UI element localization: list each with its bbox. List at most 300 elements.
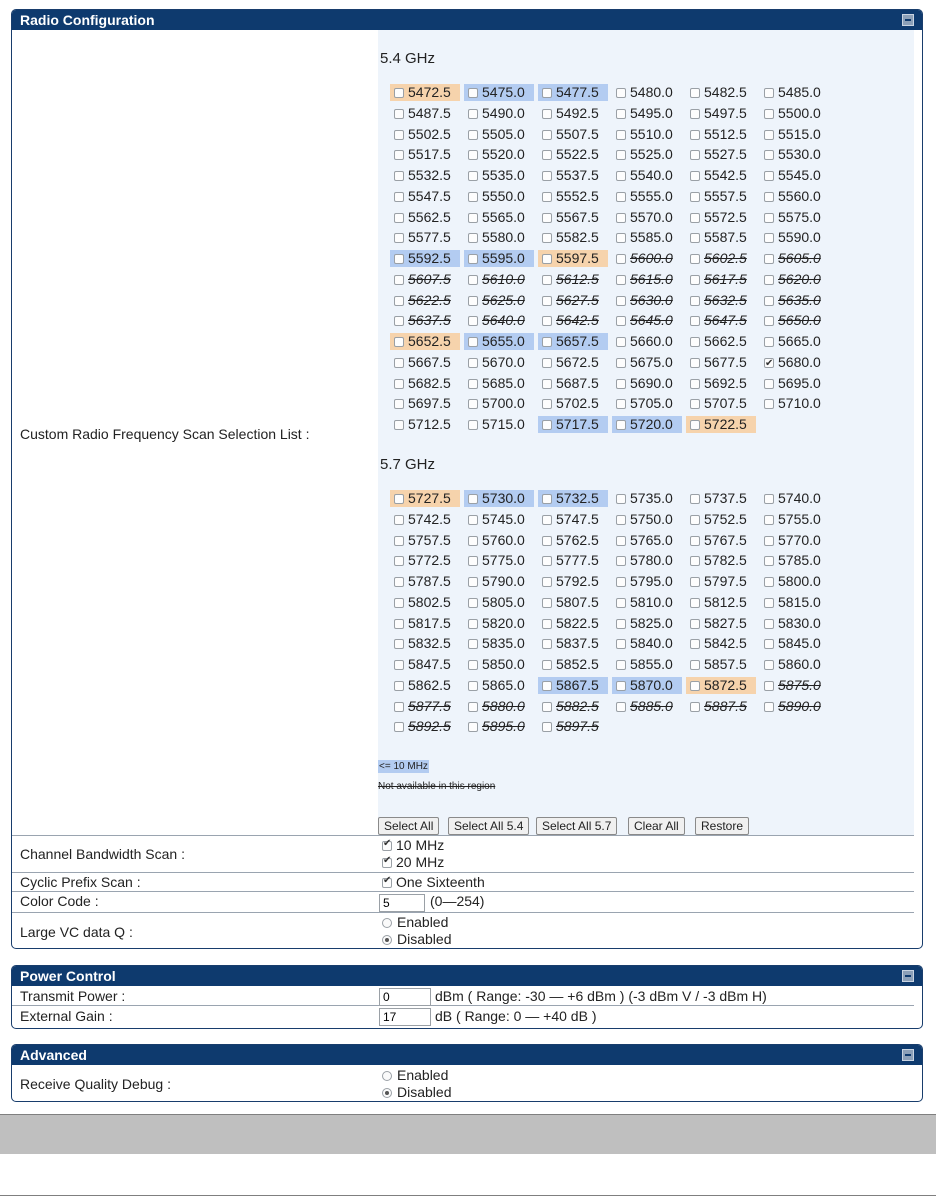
- frequency-checkbox[interactable]: [542, 399, 552, 409]
- frequency-checkbox[interactable]: [616, 399, 626, 409]
- frequency-option[interactable]: [390, 532, 460, 549]
- frequency-option[interactable]: [612, 188, 682, 205]
- frequency-option[interactable]: [686, 354, 756, 371]
- frequency-option[interactable]: [538, 552, 608, 569]
- frequency-option[interactable]: [538, 395, 608, 412]
- large-vc-disabled-option[interactable]: [382, 931, 451, 947]
- frequency-checkbox[interactable]: [690, 337, 700, 347]
- frequency-checkbox[interactable]: [542, 722, 552, 732]
- color-code-input[interactable]: [379, 894, 425, 912]
- frequency-option[interactable]: [538, 105, 608, 122]
- frequency-option[interactable]: [464, 126, 534, 143]
- frequency-checkbox[interactable]: [542, 681, 552, 691]
- frequency-option[interactable]: [464, 395, 534, 412]
- frequency-option[interactable]: [390, 146, 460, 163]
- frequency-checkbox[interactable]: [616, 233, 626, 243]
- frequency-checkbox[interactable]: [764, 681, 774, 691]
- collapse-icon[interactable]: [902, 970, 914, 982]
- frequency-checkbox[interactable]: [468, 536, 478, 546]
- frequency-checkbox[interactable]: [616, 109, 626, 119]
- frequency-checkbox[interactable]: [616, 296, 626, 306]
- rx-quality-enabled-option[interactable]: [382, 1067, 448, 1083]
- frequency-option[interactable]: [686, 229, 756, 246]
- select-all-button[interactable]: Select All: [378, 817, 439, 835]
- frequency-option[interactable]: [686, 677, 756, 694]
- frequency-option[interactable]: [612, 229, 682, 246]
- frequency-checkbox[interactable]: [394, 275, 404, 285]
- frequency-option[interactable]: [612, 395, 682, 412]
- frequency-checkbox[interactable]: [764, 192, 774, 202]
- frequency-option[interactable]: [390, 250, 460, 267]
- frequency-checkbox[interactable]: [690, 577, 700, 587]
- frequency-checkbox[interactable]: [542, 556, 552, 566]
- frequency-checkbox[interactable]: [394, 192, 404, 202]
- collapse-icon[interactable]: [902, 14, 914, 26]
- frequency-checkbox[interactable]: [690, 660, 700, 670]
- frequency-checkbox[interactable]: [542, 702, 552, 712]
- frequency-checkbox[interactable]: [542, 254, 552, 264]
- collapse-icon[interactable]: [902, 1049, 914, 1061]
- frequency-checkbox[interactable]: [542, 577, 552, 587]
- frequency-option[interactable]: [686, 271, 756, 288]
- frequency-checkbox[interactable]: [764, 399, 774, 409]
- frequency-checkbox[interactable]: [542, 494, 552, 504]
- frequency-option[interactable]: [760, 312, 830, 329]
- frequency-checkbox[interactable]: [690, 639, 700, 649]
- frequency-checkbox[interactable]: [764, 150, 774, 160]
- frequency-option[interactable]: [390, 416, 460, 433]
- rx-quality-disabled-radio[interactable]: [382, 1088, 392, 1098]
- frequency-checkbox[interactable]: [690, 254, 700, 264]
- frequency-option[interactable]: [612, 677, 682, 694]
- frequency-option[interactable]: [686, 209, 756, 226]
- frequency-checkbox[interactable]: [542, 171, 552, 181]
- frequency-checkbox[interactable]: [394, 316, 404, 326]
- frequency-option[interactable]: [760, 490, 830, 507]
- frequency-option[interactable]: [612, 271, 682, 288]
- frequency-checkbox[interactable]: [616, 556, 626, 566]
- frequency-option[interactable]: [686, 395, 756, 412]
- frequency-checkbox[interactable]: [764, 660, 774, 670]
- frequency-checkbox[interactable]: [764, 358, 774, 368]
- frequency-checkbox[interactable]: [542, 515, 552, 525]
- frequency-option[interactable]: [760, 635, 830, 652]
- frequency-option[interactable]: [612, 594, 682, 611]
- frequency-option[interactable]: [538, 354, 608, 371]
- clear-all-button[interactable]: Clear All: [628, 817, 685, 835]
- frequency-option[interactable]: [760, 209, 830, 226]
- frequency-option[interactable]: [464, 615, 534, 632]
- frequency-checkbox[interactable]: [616, 536, 626, 546]
- frequency-checkbox[interactable]: [394, 722, 404, 732]
- frequency-checkbox[interactable]: [764, 639, 774, 649]
- restore-button[interactable]: Restore: [695, 817, 749, 835]
- frequency-checkbox[interactable]: [764, 515, 774, 525]
- frequency-option[interactable]: [612, 250, 682, 267]
- frequency-option[interactable]: [538, 271, 608, 288]
- frequency-checkbox[interactable]: [468, 515, 478, 525]
- large-vc-enabled-radio[interactable]: [382, 918, 392, 928]
- frequency-option[interactable]: [538, 573, 608, 590]
- frequency-option[interactable]: [686, 167, 756, 184]
- frequency-checkbox[interactable]: [468, 358, 478, 368]
- frequency-checkbox[interactable]: [690, 88, 700, 98]
- frequency-option[interactable]: [612, 552, 682, 569]
- frequency-option[interactable]: [686, 188, 756, 205]
- frequency-option[interactable]: [612, 416, 682, 433]
- frequency-option[interactable]: [464, 105, 534, 122]
- frequency-option[interactable]: [538, 490, 608, 507]
- frequency-option[interactable]: [686, 84, 756, 101]
- frequency-checkbox[interactable]: [690, 702, 700, 712]
- frequency-checkbox[interactable]: [394, 556, 404, 566]
- frequency-checkbox[interactable]: [616, 639, 626, 649]
- frequency-checkbox[interactable]: [394, 515, 404, 525]
- frequency-checkbox[interactable]: [542, 275, 552, 285]
- frequency-checkbox[interactable]: [690, 109, 700, 119]
- frequency-option[interactable]: [612, 146, 682, 163]
- frequency-option[interactable]: [760, 126, 830, 143]
- frequency-option[interactable]: [538, 312, 608, 329]
- frequency-option[interactable]: [390, 594, 460, 611]
- frequency-checkbox[interactable]: [764, 556, 774, 566]
- frequency-option[interactable]: [390, 167, 460, 184]
- frequency-checkbox[interactable]: [616, 171, 626, 181]
- frequency-option[interactable]: [760, 84, 830, 101]
- frequency-option[interactable]: [686, 375, 756, 392]
- frequency-option[interactable]: [760, 532, 830, 549]
- frequency-checkbox[interactable]: [394, 233, 404, 243]
- frequency-checkbox[interactable]: [542, 233, 552, 243]
- frequency-checkbox[interactable]: [616, 681, 626, 691]
- frequency-option[interactable]: [538, 375, 608, 392]
- frequency-option[interactable]: [686, 333, 756, 350]
- frequency-option[interactable]: [612, 292, 682, 309]
- frequency-checkbox[interactable]: [542, 296, 552, 306]
- frequency-checkbox[interactable]: [616, 192, 626, 202]
- frequency-option[interactable]: [464, 511, 534, 528]
- frequency-checkbox[interactable]: [764, 296, 774, 306]
- large-vc-disabled-radio[interactable]: [382, 935, 392, 945]
- frequency-option[interactable]: [760, 167, 830, 184]
- cyclic-prefix-checkbox[interactable]: [382, 878, 392, 888]
- frequency-option[interactable]: [612, 698, 682, 715]
- frequency-checkbox[interactable]: [616, 150, 626, 160]
- frequency-option[interactable]: [390, 615, 460, 632]
- frequency-checkbox[interactable]: [690, 150, 700, 160]
- large-vc-enabled-option[interactable]: [382, 914, 448, 930]
- frequency-checkbox[interactable]: [394, 296, 404, 306]
- frequency-option[interactable]: [390, 229, 460, 246]
- frequency-checkbox[interactable]: [394, 88, 404, 98]
- frequency-checkbox[interactable]: [764, 88, 774, 98]
- frequency-option[interactable]: [612, 105, 682, 122]
- frequency-option[interactable]: [538, 656, 608, 673]
- frequency-option[interactable]: [464, 209, 534, 226]
- frequency-checkbox[interactable]: [394, 254, 404, 264]
- frequency-checkbox[interactable]: [542, 379, 552, 389]
- frequency-option[interactable]: [390, 511, 460, 528]
- frequency-option[interactable]: [760, 146, 830, 163]
- frequency-option[interactable]: [390, 552, 460, 569]
- frequency-option[interactable]: [538, 615, 608, 632]
- frequency-option[interactable]: [390, 490, 460, 507]
- frequency-checkbox[interactable]: [394, 109, 404, 119]
- frequency-checkbox[interactable]: [690, 420, 700, 430]
- frequency-option[interactable]: [464, 188, 534, 205]
- frequency-option[interactable]: [760, 615, 830, 632]
- frequency-option[interactable]: [538, 188, 608, 205]
- frequency-checkbox[interactable]: [468, 598, 478, 608]
- frequency-checkbox[interactable]: [394, 577, 404, 587]
- frequency-checkbox[interactable]: [542, 88, 552, 98]
- frequency-option[interactable]: [538, 635, 608, 652]
- frequency-option[interactable]: [538, 718, 608, 735]
- frequency-checkbox[interactable]: [616, 515, 626, 525]
- frequency-checkbox[interactable]: [542, 337, 552, 347]
- frequency-checkbox[interactable]: [542, 213, 552, 223]
- frequency-checkbox[interactable]: [542, 316, 552, 326]
- frequency-option[interactable]: [538, 532, 608, 549]
- frequency-checkbox[interactable]: [468, 254, 478, 264]
- external-gain-input[interactable]: [379, 1008, 431, 1026]
- frequency-option[interactable]: [686, 635, 756, 652]
- frequency-checkbox[interactable]: [542, 192, 552, 202]
- frequency-checkbox[interactable]: [394, 598, 404, 608]
- frequency-option[interactable]: [686, 573, 756, 590]
- frequency-option[interactable]: [612, 126, 682, 143]
- frequency-option[interactable]: [612, 635, 682, 652]
- frequency-option[interactable]: [760, 229, 830, 246]
- frequency-option[interactable]: [390, 635, 460, 652]
- frequency-checkbox[interactable]: [616, 702, 626, 712]
- frequency-checkbox[interactable]: [542, 598, 552, 608]
- frequency-option[interactable]: [612, 656, 682, 673]
- frequency-checkbox[interactable]: [542, 536, 552, 546]
- frequency-option[interactable]: [612, 167, 682, 184]
- frequency-option[interactable]: [464, 677, 534, 694]
- frequency-checkbox[interactable]: [468, 577, 478, 587]
- frequency-option[interactable]: [612, 511, 682, 528]
- frequency-option[interactable]: [464, 594, 534, 611]
- frequency-checkbox[interactable]: [616, 337, 626, 347]
- frequency-option[interactable]: [760, 105, 830, 122]
- frequency-option[interactable]: [538, 209, 608, 226]
- frequency-option[interactable]: [538, 333, 608, 350]
- frequency-checkbox[interactable]: [690, 536, 700, 546]
- frequency-checkbox[interactable]: [394, 660, 404, 670]
- frequency-option[interactable]: [686, 250, 756, 267]
- frequency-option[interactable]: [612, 573, 682, 590]
- frequency-option[interactable]: [686, 126, 756, 143]
- frequency-checkbox[interactable]: [764, 275, 774, 285]
- frequency-checkbox[interactable]: [690, 681, 700, 691]
- frequency-checkbox[interactable]: [690, 379, 700, 389]
- frequency-checkbox[interactable]: [616, 660, 626, 670]
- frequency-option[interactable]: [390, 292, 460, 309]
- frequency-option[interactable]: [760, 698, 830, 715]
- frequency-option[interactable]: [538, 167, 608, 184]
- frequency-option[interactable]: [686, 552, 756, 569]
- frequency-checkbox[interactable]: [690, 316, 700, 326]
- frequency-option[interactable]: [686, 292, 756, 309]
- frequency-checkbox[interactable]: [468, 681, 478, 691]
- frequency-checkbox[interactable]: [468, 192, 478, 202]
- bw-10-checkbox[interactable]: [382, 841, 392, 851]
- frequency-option[interactable]: [464, 271, 534, 288]
- frequency-checkbox[interactable]: [616, 316, 626, 326]
- frequency-option[interactable]: [686, 490, 756, 507]
- frequency-checkbox[interactable]: [764, 536, 774, 546]
- frequency-checkbox[interactable]: [394, 536, 404, 546]
- frequency-checkbox[interactable]: [468, 556, 478, 566]
- frequency-option[interactable]: [538, 698, 608, 715]
- frequency-checkbox[interactable]: [394, 639, 404, 649]
- frequency-checkbox[interactable]: [616, 494, 626, 504]
- frequency-checkbox[interactable]: [468, 88, 478, 98]
- frequency-option[interactable]: [390, 395, 460, 412]
- frequency-option[interactable]: [464, 167, 534, 184]
- frequency-checkbox[interactable]: [468, 150, 478, 160]
- frequency-checkbox[interactable]: [764, 619, 774, 629]
- frequency-checkbox[interactable]: [764, 577, 774, 587]
- frequency-option[interactable]: [686, 105, 756, 122]
- frequency-checkbox[interactable]: [764, 316, 774, 326]
- frequency-option[interactable]: [760, 292, 830, 309]
- frequency-checkbox[interactable]: [394, 379, 404, 389]
- frequency-option[interactable]: [686, 532, 756, 549]
- frequency-option[interactable]: [390, 126, 460, 143]
- frequency-checkbox[interactable]: [690, 275, 700, 285]
- frequency-checkbox[interactable]: [468, 316, 478, 326]
- rx-quality-disabled-option[interactable]: [382, 1084, 451, 1100]
- frequency-option[interactable]: [760, 573, 830, 590]
- frequency-checkbox[interactable]: [764, 233, 774, 243]
- frequency-option[interactable]: [612, 209, 682, 226]
- frequency-option[interactable]: [760, 375, 830, 392]
- frequency-checkbox[interactable]: [468, 337, 478, 347]
- frequency-option[interactable]: [390, 718, 460, 735]
- frequency-checkbox[interactable]: [468, 702, 478, 712]
- frequency-option[interactable]: [390, 375, 460, 392]
- frequency-option[interactable]: [390, 354, 460, 371]
- frequency-checkbox[interactable]: [468, 660, 478, 670]
- frequency-option[interactable]: [390, 312, 460, 329]
- frequency-checkbox[interactable]: [542, 420, 552, 430]
- frequency-option[interactable]: [464, 490, 534, 507]
- frequency-checkbox[interactable]: [542, 358, 552, 368]
- frequency-option[interactable]: [612, 312, 682, 329]
- frequency-option[interactable]: [760, 271, 830, 288]
- frequency-option[interactable]: [464, 656, 534, 673]
- bw-20-option[interactable]: [378, 854, 444, 870]
- frequency-option[interactable]: [612, 84, 682, 101]
- frequency-checkbox[interactable]: [542, 130, 552, 140]
- frequency-checkbox[interactable]: [468, 213, 478, 223]
- frequency-option[interactable]: [464, 375, 534, 392]
- frequency-checkbox[interactable]: [764, 254, 774, 264]
- frequency-option[interactable]: [390, 698, 460, 715]
- frequency-checkbox[interactable]: [690, 171, 700, 181]
- frequency-option[interactable]: [464, 229, 534, 246]
- frequency-option[interactable]: [760, 552, 830, 569]
- frequency-option[interactable]: [464, 532, 534, 549]
- frequency-option[interactable]: [390, 209, 460, 226]
- frequency-option[interactable]: [538, 594, 608, 611]
- frequency-option[interactable]: [686, 511, 756, 528]
- frequency-checkbox[interactable]: [542, 150, 552, 160]
- frequency-checkbox[interactable]: [468, 619, 478, 629]
- frequency-checkbox[interactable]: [468, 130, 478, 140]
- bw-10-option[interactable]: [378, 837, 444, 853]
- frequency-checkbox[interactable]: [616, 598, 626, 608]
- frequency-option[interactable]: [538, 250, 608, 267]
- frequency-option[interactable]: [464, 635, 534, 652]
- frequency-checkbox[interactable]: [616, 420, 626, 430]
- frequency-option[interactable]: [686, 416, 756, 433]
- frequency-option[interactable]: [538, 511, 608, 528]
- frequency-option[interactable]: [464, 292, 534, 309]
- frequency-option[interactable]: [686, 656, 756, 673]
- bw-20-checkbox[interactable]: [382, 858, 392, 868]
- frequency-checkbox[interactable]: [690, 233, 700, 243]
- frequency-checkbox[interactable]: [394, 130, 404, 140]
- frequency-checkbox[interactable]: [542, 660, 552, 670]
- frequency-checkbox[interactable]: [468, 275, 478, 285]
- frequency-checkbox[interactable]: [616, 130, 626, 140]
- frequency-option[interactable]: [612, 333, 682, 350]
- frequency-checkbox[interactable]: [394, 213, 404, 223]
- frequency-option[interactable]: [464, 552, 534, 569]
- frequency-checkbox[interactable]: [616, 379, 626, 389]
- frequency-option[interactable]: [464, 416, 534, 433]
- frequency-option[interactable]: [760, 395, 830, 412]
- frequency-option[interactable]: [612, 490, 682, 507]
- frequency-checkbox[interactable]: [468, 722, 478, 732]
- frequency-option[interactable]: [612, 615, 682, 632]
- frequency-checkbox[interactable]: [394, 171, 404, 181]
- frequency-checkbox[interactable]: [394, 619, 404, 629]
- frequency-option[interactable]: [686, 312, 756, 329]
- frequency-option[interactable]: [538, 126, 608, 143]
- frequency-checkbox[interactable]: [764, 702, 774, 712]
- frequency-option[interactable]: [538, 292, 608, 309]
- frequency-checkbox[interactable]: [764, 109, 774, 119]
- frequency-option[interactable]: [464, 84, 534, 101]
- frequency-checkbox[interactable]: [468, 494, 478, 504]
- frequency-checkbox[interactable]: [468, 399, 478, 409]
- frequency-checkbox[interactable]: [764, 130, 774, 140]
- frequency-checkbox[interactable]: [616, 577, 626, 587]
- frequency-option[interactable]: [390, 271, 460, 288]
- frequency-checkbox[interactable]: [616, 619, 626, 629]
- frequency-option[interactable]: [538, 229, 608, 246]
- frequency-checkbox[interactable]: [690, 556, 700, 566]
- frequency-checkbox[interactable]: [690, 296, 700, 306]
- frequency-option[interactable]: [760, 333, 830, 350]
- cyclic-prefix-option[interactable]: [378, 874, 485, 890]
- frequency-checkbox[interactable]: [764, 379, 774, 389]
- frequency-checkbox[interactable]: [616, 213, 626, 223]
- frequency-option[interactable]: [464, 333, 534, 350]
- frequency-option[interactable]: [390, 656, 460, 673]
- frequency-checkbox[interactable]: [394, 681, 404, 691]
- frequency-option[interactable]: [686, 594, 756, 611]
- frequency-option[interactable]: [464, 250, 534, 267]
- frequency-option[interactable]: [390, 188, 460, 205]
- frequency-option[interactable]: [390, 677, 460, 694]
- frequency-option[interactable]: [538, 416, 608, 433]
